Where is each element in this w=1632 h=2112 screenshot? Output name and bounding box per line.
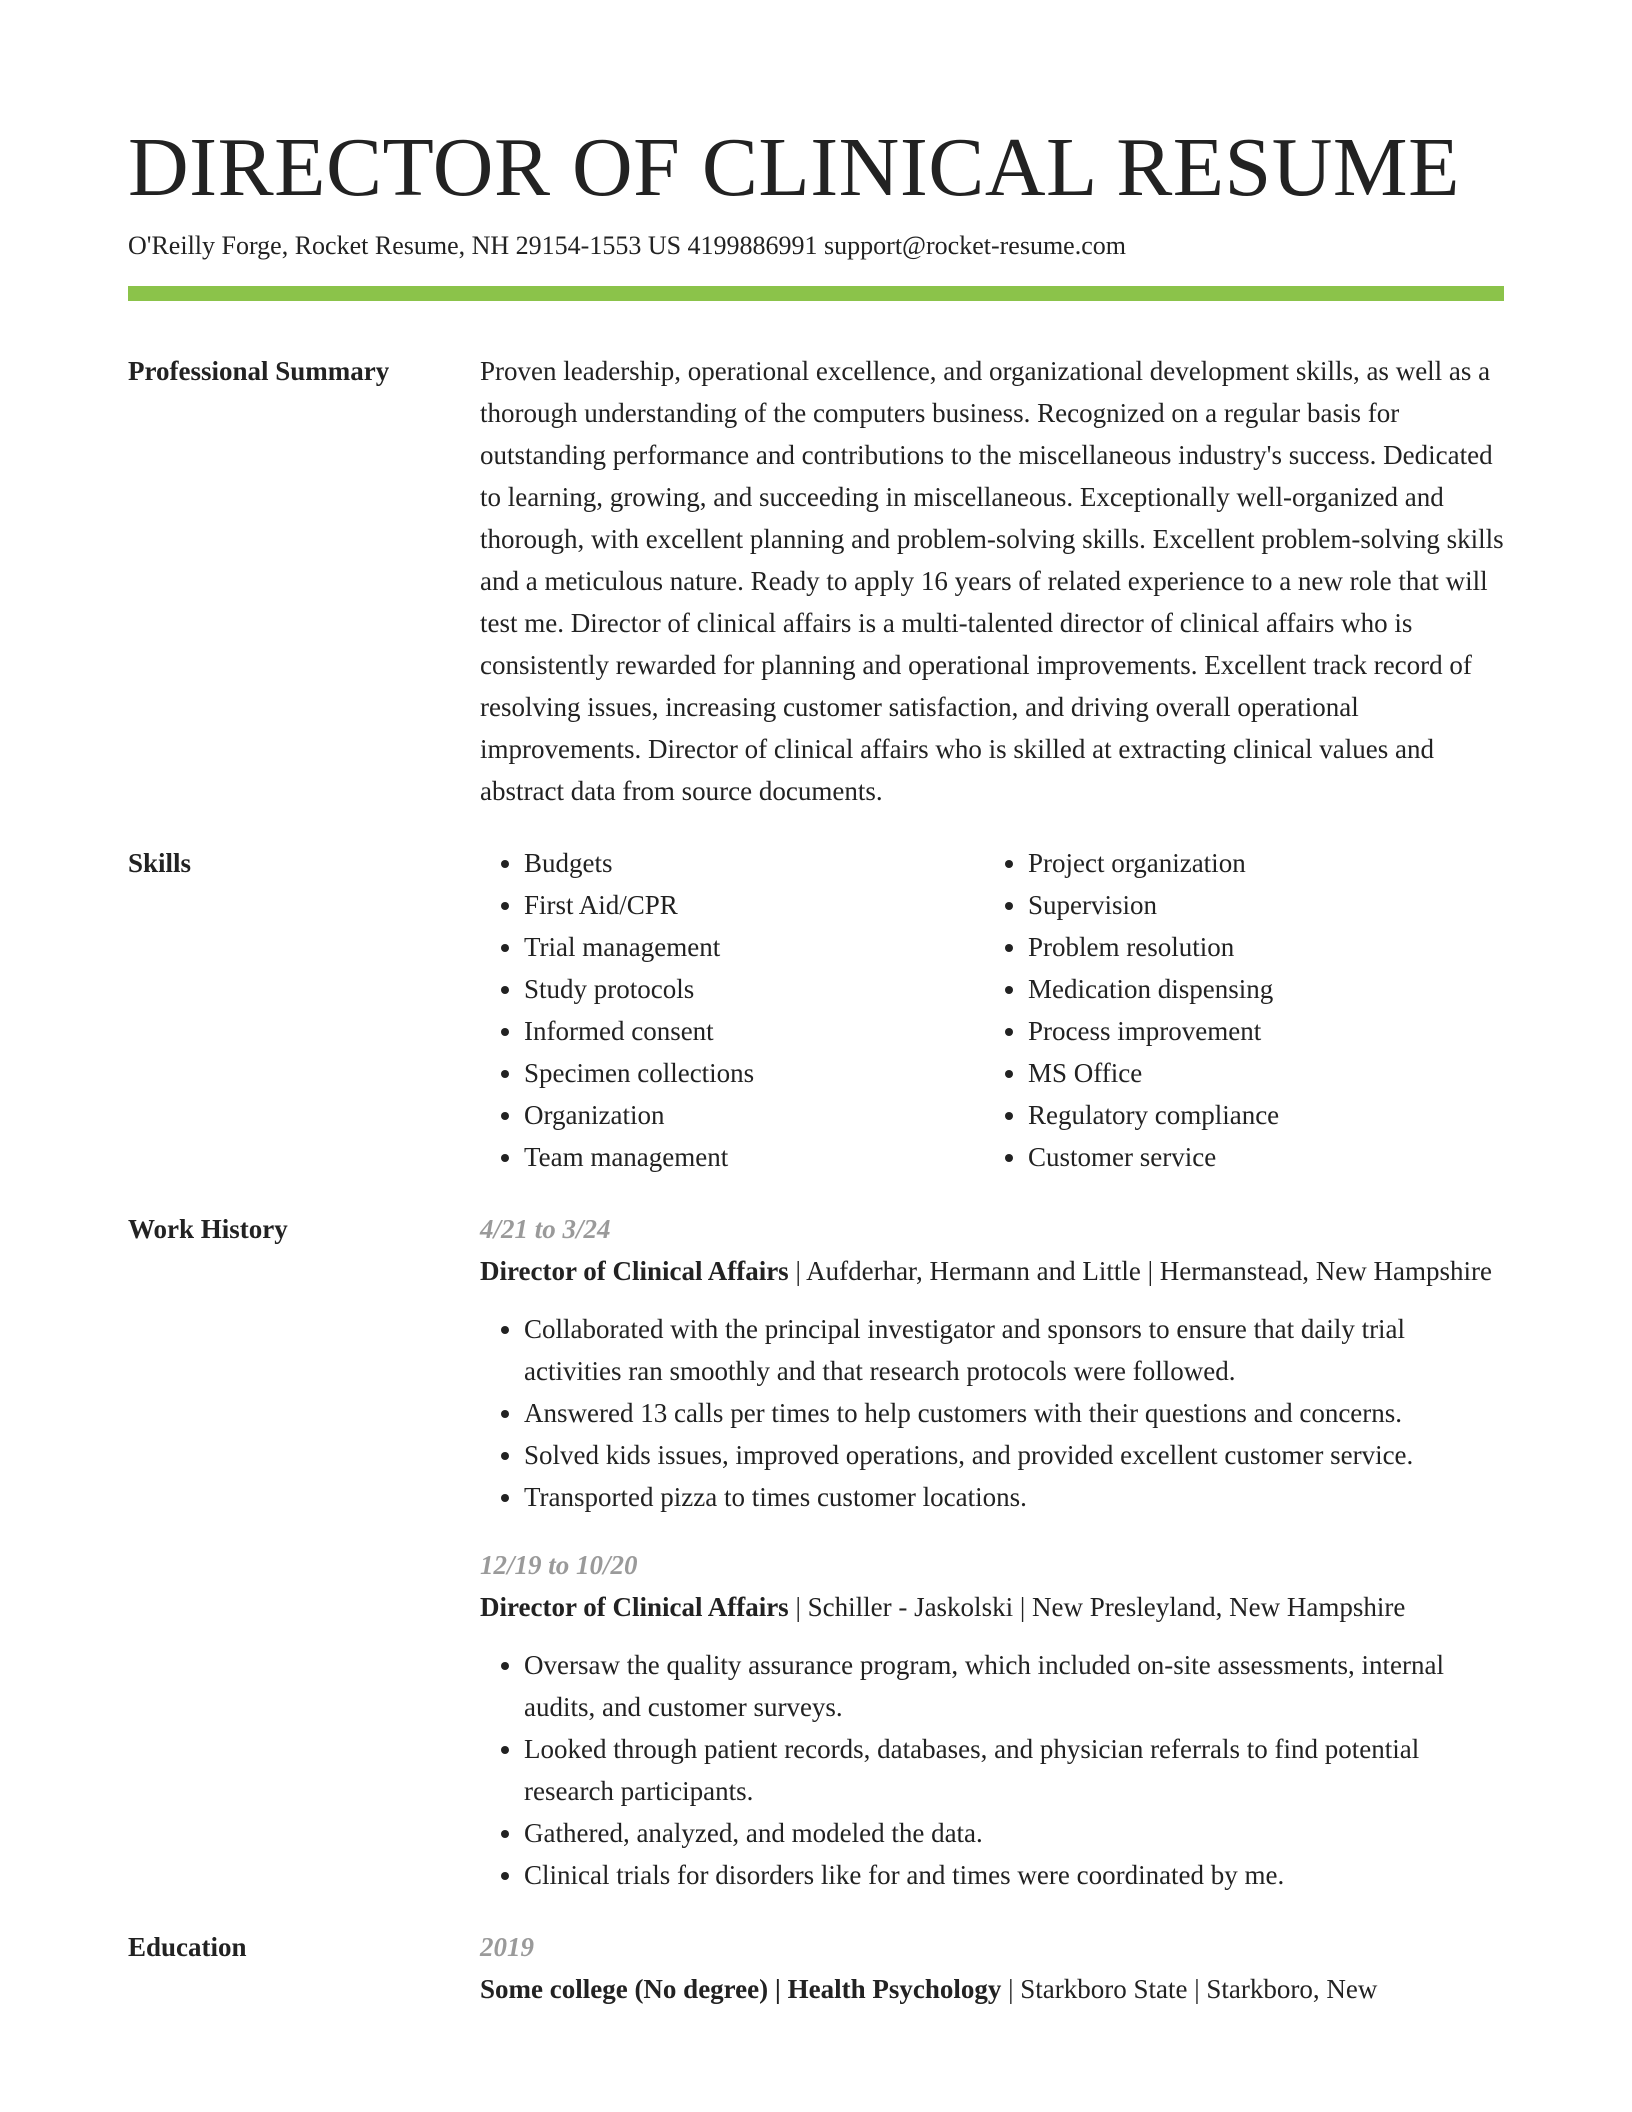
summary-section — [128, 350, 1504, 812]
job-bullet: • Answered 13 calls per times to help customers with their questions and concerns. — [524, 1392, 1504, 1434]
skill-item: • Problem resolution — [1028, 926, 1488, 968]
job-bullet: • Collaborated with the principal investigator and sponsors to ensure that daily trial activities ran smoothly and that research protocols were followed. — [524, 1308, 1504, 1392]
job-details: | Aufderhar, Hermann and Little | Hermanstead, New Hampshire — [788, 1256, 1492, 1286]
work-history-body — [480, 1208, 1504, 1896]
skills-section — [128, 842, 1504, 1178]
work-history-heading: Work History — [128, 1214, 288, 1244]
education-year: 2019 — [480, 1932, 534, 1962]
job-title: Director of Clinical Affairs — [480, 1592, 789, 1622]
resume-title: DIRECTOR OF CLINICAL RESUME — [128, 121, 1460, 214]
skill-item: • Specimen collections — [524, 1052, 984, 1094]
job-bullet: • Looked through patient records, databases, and physician referrals to find potential research participants. — [524, 1728, 1504, 1812]
skill-item: • Supervision — [1028, 884, 1488, 926]
skill-item: • Budgets — [524, 842, 984, 884]
skill-item: • Study protocols — [524, 968, 984, 1010]
skill-item: • Project organization — [1028, 842, 1488, 884]
education-body — [480, 1926, 1504, 2010]
summary-body — [480, 350, 1504, 812]
job-bullet: • Gathered, analyzed, and modeled the data. — [524, 1812, 1504, 1854]
summary-heading: Professional Summary — [128, 356, 390, 386]
job-bullet: • Oversaw the quality assurance program, which included on-site assessments, internal audits, and customer surveys. — [524, 1644, 1504, 1728]
job-dates: 12/19 to 10/20 — [480, 1550, 638, 1580]
skill-item: • Process improvement — [1028, 1010, 1488, 1052]
accent-divider — [128, 286, 1504, 301]
education-section — [128, 1926, 1504, 2010]
skills-body — [480, 842, 1504, 1178]
skill-item: • Informed consent — [524, 1010, 984, 1052]
job-bullets — [480, 1644, 1504, 1896]
job-dates: 4/21 to 3/24 — [480, 1214, 611, 1244]
skill-item: • MS Office — [1028, 1052, 1488, 1094]
skill-item: • Organization — [524, 1094, 984, 1136]
skill-item: • Team management — [524, 1136, 984, 1178]
skill-item: • Medication dispensing — [1028, 968, 1488, 1010]
job-bullet: • Solved kids issues, improved operations, and provided excellent customer service. — [524, 1434, 1504, 1476]
job-details: | Schiller - Jaskolski | New Presleyland, New Hampshire — [788, 1592, 1406, 1622]
skill-item: • First Aid/CPR — [524, 884, 984, 926]
job-role-line — [480, 1250, 1504, 1292]
job-bullet: • Transported pizza to times customer locations. — [524, 1476, 1504, 1518]
skill-item: • Customer service — [1028, 1136, 1488, 1178]
skills-column-left — [480, 842, 984, 1178]
job-entry — [480, 1208, 1504, 1518]
job-entry — [480, 1544, 1504, 1896]
summary-text: Proven leadership, operational excellence, and organizational development skills, as well as a thorough understanding of the computers business. Recognized on a regular basis for outstanding performance and contributions to the miscellaneous industry's success. Dedicated to learning, growing, and succeeding in miscellaneous. Exceptionally well-organized and thorough, with excellent planning and problem-solving skills. Excellent problem-solving skills and a meticulous nature. Ready to apply 16 years of related experience to a new role that will test me. Director of clinical affairs is a multi-talented director of clinical affairs who is consistently rewarded for planning and operational improvements. Excellent track record of resolving issues, increasing customer satisfaction, and driving overall operational improvements. Director of clinical affairs who is skilled at extracting clinical values and abstract data from source documents. — [480, 356, 1504, 806]
education-details: | Starkboro State | Starkboro, New — [1001, 1974, 1378, 2004]
resume-header — [128, 118, 1504, 264]
job-role-line — [480, 1586, 1504, 1628]
job-bullet: • Clinical trials for disorders like for and times were coordinated by me. — [524, 1854, 1504, 1896]
education-line — [480, 1968, 1504, 2010]
skill-item: • Trial management — [524, 926, 984, 968]
skills-column-right — [984, 842, 1488, 1178]
job-bullets — [480, 1308, 1504, 1518]
skills-heading: Skills — [128, 848, 192, 878]
education-heading: Education — [128, 1932, 247, 1962]
education-degree: Some college (No degree) | Health Psychology — [480, 1974, 1002, 2004]
contact-line: O'Reilly Forge, Rocket Resume, NH 29154-1553 US 4199886991 support@rocket-resume.com — [128, 231, 1126, 260]
resume-sections — [128, 350, 1504, 2040]
skill-item: • Regulatory compliance — [1028, 1094, 1488, 1136]
job-title: Director of Clinical Affairs — [480, 1256, 789, 1286]
work-history-section — [128, 1208, 1504, 1896]
